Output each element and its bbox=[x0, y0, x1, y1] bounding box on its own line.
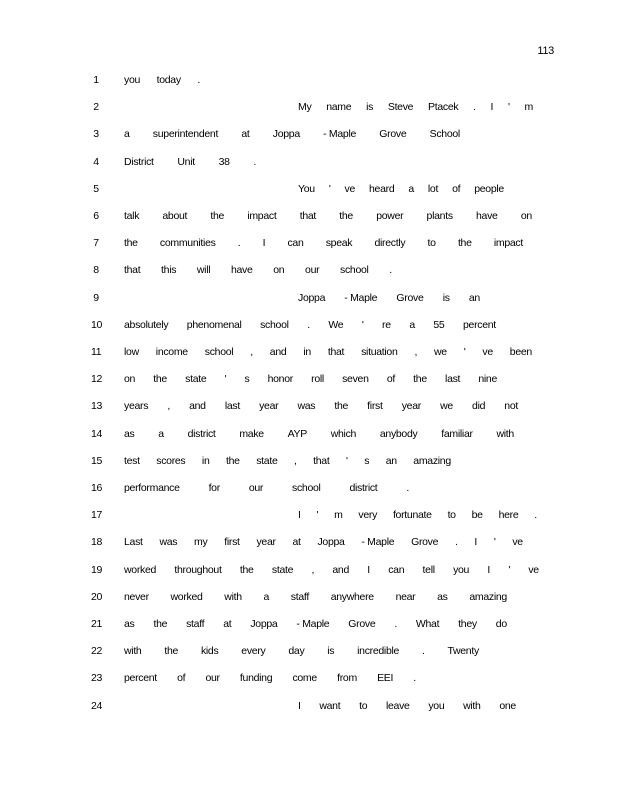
word: on bbox=[273, 264, 285, 277]
transcript-line bbox=[0, 699, 618, 713]
word: you bbox=[453, 563, 470, 576]
word: performance bbox=[124, 482, 180, 494]
word: nine bbox=[478, 373, 497, 386]
line-number: 12 bbox=[91, 373, 103, 386]
word: is bbox=[366, 101, 374, 114]
word: tell bbox=[422, 563, 435, 576]
word: I bbox=[474, 536, 478, 549]
line-number: 24 bbox=[91, 699, 103, 712]
word: . bbox=[307, 318, 310, 331]
word: today bbox=[156, 74, 181, 86]
word: been bbox=[509, 346, 532, 358]
word: come bbox=[292, 672, 317, 685]
line-text bbox=[124, 73, 200, 87]
word: . bbox=[473, 101, 476, 114]
word: have bbox=[476, 210, 498, 222]
word: and bbox=[189, 400, 206, 413]
word: low bbox=[124, 346, 139, 358]
word: ve bbox=[482, 346, 493, 358]
word: with bbox=[496, 427, 514, 440]
word: which bbox=[330, 427, 357, 440]
line-number: 11 bbox=[91, 346, 102, 358]
word: first bbox=[224, 536, 240, 549]
line-text bbox=[124, 209, 532, 223]
line-number: 8 bbox=[93, 264, 99, 277]
word: ve bbox=[344, 182, 356, 195]
word: I bbox=[487, 563, 491, 576]
word: staff bbox=[186, 618, 205, 630]
word: - Maple bbox=[296, 618, 330, 630]
word: I bbox=[298, 509, 301, 522]
word: anybody bbox=[379, 427, 418, 440]
word: do bbox=[495, 618, 507, 630]
word: impact bbox=[247, 210, 277, 222]
line-number: 2 bbox=[93, 101, 99, 114]
line-number: 7 bbox=[93, 237, 99, 250]
line-number: 13 bbox=[91, 400, 103, 413]
word: and bbox=[332, 563, 349, 576]
word: the bbox=[210, 210, 225, 222]
line-number: 15 bbox=[91, 454, 103, 467]
word: School bbox=[429, 128, 460, 141]
page-number: 113 bbox=[537, 45, 554, 57]
word: district bbox=[349, 482, 378, 494]
line-number: 23 bbox=[91, 672, 103, 685]
word: the bbox=[239, 563, 254, 576]
word: be bbox=[471, 509, 483, 522]
word: Joppa bbox=[298, 291, 326, 304]
line-text bbox=[298, 291, 480, 305]
word: as bbox=[437, 590, 448, 603]
word: AYP bbox=[287, 427, 307, 440]
line-number: 17 bbox=[91, 509, 103, 522]
word: ' bbox=[361, 318, 364, 331]
word: the bbox=[457, 237, 472, 250]
word: honor bbox=[267, 373, 293, 386]
word: - Maple bbox=[323, 128, 357, 141]
word: m bbox=[334, 509, 343, 522]
word: ve bbox=[512, 536, 523, 549]
transcript-line bbox=[0, 399, 618, 413]
word: power bbox=[376, 210, 404, 222]
word: lot bbox=[427, 182, 439, 195]
word: seven bbox=[342, 373, 369, 386]
word: you bbox=[428, 699, 445, 712]
word: last bbox=[445, 373, 461, 386]
word: s bbox=[244, 373, 250, 386]
word: at bbox=[223, 618, 232, 630]
line-number: 22 bbox=[91, 645, 103, 658]
word: Joppa bbox=[272, 128, 300, 141]
transcript-line bbox=[0, 182, 618, 196]
transcript-line bbox=[0, 318, 618, 332]
word: years bbox=[124, 400, 149, 413]
word: have bbox=[230, 264, 253, 277]
line-number: 9 bbox=[93, 291, 99, 304]
word: our bbox=[248, 482, 264, 494]
word: school bbox=[204, 346, 234, 358]
word: What bbox=[415, 618, 440, 630]
word: 55 bbox=[433, 318, 445, 331]
line-text bbox=[124, 671, 416, 685]
word: - Maple bbox=[361, 536, 395, 549]
word: throughout bbox=[174, 563, 222, 576]
word: an bbox=[468, 291, 480, 304]
transcript-line bbox=[0, 155, 618, 169]
word: phenomenal bbox=[186, 318, 242, 331]
line-text bbox=[124, 372, 497, 386]
word: Last bbox=[124, 536, 143, 549]
word: about bbox=[162, 210, 188, 222]
line-text bbox=[124, 644, 479, 658]
word: as bbox=[124, 618, 135, 630]
transcript-line bbox=[0, 563, 618, 577]
word: . bbox=[534, 509, 537, 522]
line-text bbox=[124, 399, 518, 413]
word: school bbox=[260, 318, 289, 331]
word: ' bbox=[345, 454, 348, 467]
word: , bbox=[311, 563, 315, 576]
word: worked bbox=[170, 590, 203, 603]
word: at bbox=[241, 128, 250, 141]
word: this bbox=[161, 264, 177, 277]
transcript-line bbox=[0, 454, 618, 468]
line-text bbox=[124, 345, 532, 359]
word: as bbox=[124, 427, 135, 440]
word: Unit bbox=[177, 155, 195, 168]
word: , bbox=[250, 346, 253, 358]
line-text bbox=[124, 617, 507, 631]
transcript-line bbox=[0, 100, 618, 114]
word: with bbox=[124, 645, 142, 658]
word: the bbox=[226, 454, 240, 467]
transcript-line bbox=[0, 372, 618, 386]
word: . bbox=[197, 74, 200, 86]
line-text bbox=[124, 127, 460, 141]
word: that bbox=[313, 454, 330, 467]
word: day bbox=[288, 645, 305, 658]
word: school bbox=[340, 264, 369, 277]
word: You bbox=[298, 182, 315, 195]
word: Grove bbox=[396, 291, 424, 304]
word: Grove bbox=[348, 618, 376, 630]
transcript-line bbox=[0, 263, 618, 277]
word: My bbox=[298, 101, 312, 114]
word: amazing bbox=[469, 590, 507, 603]
word: scores bbox=[156, 454, 186, 467]
word: Joppa bbox=[317, 536, 345, 549]
line-text bbox=[298, 508, 537, 522]
word: percent bbox=[124, 672, 157, 685]
transcript-line bbox=[0, 508, 618, 522]
line-number: 6 bbox=[93, 210, 99, 222]
word: year bbox=[256, 536, 276, 549]
word: plants bbox=[426, 210, 453, 222]
word: ve bbox=[528, 563, 539, 576]
word: one bbox=[499, 699, 516, 712]
word: the bbox=[153, 618, 168, 630]
word: for bbox=[208, 482, 220, 494]
line-number: 20 bbox=[91, 590, 103, 603]
word: with bbox=[463, 699, 481, 712]
word: 38 bbox=[218, 155, 230, 168]
word: that bbox=[299, 210, 317, 222]
word: a bbox=[158, 427, 164, 440]
word: , bbox=[167, 400, 170, 413]
word: Joppa bbox=[250, 618, 278, 630]
word: from bbox=[337, 672, 357, 685]
transcript-line bbox=[0, 644, 618, 658]
word: District bbox=[124, 155, 154, 168]
line-number: 18 bbox=[91, 536, 103, 549]
word: the bbox=[413, 373, 427, 386]
line-number: 4 bbox=[93, 155, 99, 168]
word: a bbox=[408, 182, 414, 195]
word: with bbox=[224, 590, 242, 603]
word: . bbox=[253, 155, 256, 168]
word: incredible bbox=[357, 645, 400, 658]
word: never bbox=[124, 590, 149, 603]
word: every bbox=[241, 645, 266, 658]
word: on bbox=[124, 373, 136, 386]
word: on bbox=[520, 210, 532, 222]
line-text bbox=[298, 699, 516, 713]
word: Grove bbox=[379, 128, 407, 141]
word: of bbox=[452, 182, 461, 195]
word: year bbox=[401, 400, 421, 413]
word: directly bbox=[374, 237, 406, 250]
word: kids bbox=[200, 645, 219, 658]
transcript-line bbox=[0, 291, 618, 305]
line-text bbox=[124, 236, 523, 250]
word: leave bbox=[385, 699, 410, 712]
word: situation bbox=[361, 346, 398, 358]
word: ' bbox=[316, 509, 319, 522]
word: funding bbox=[239, 672, 273, 685]
word: very bbox=[358, 509, 378, 522]
word: is bbox=[327, 645, 335, 658]
line-text bbox=[124, 263, 392, 277]
transcript-line bbox=[0, 236, 618, 250]
word: to bbox=[359, 699, 368, 712]
line-number: 14 bbox=[91, 427, 103, 440]
word: I bbox=[490, 101, 494, 114]
word: can bbox=[388, 563, 405, 576]
word: the bbox=[153, 373, 167, 386]
word: Ptacek bbox=[428, 101, 459, 114]
word: Twenty bbox=[447, 645, 479, 658]
line-number: 16 bbox=[91, 482, 103, 494]
line-text bbox=[124, 481, 409, 495]
word: can bbox=[287, 237, 304, 250]
word: you bbox=[124, 74, 141, 86]
transcript-line bbox=[0, 671, 618, 685]
word: Steve bbox=[387, 101, 414, 114]
line-text bbox=[124, 427, 514, 441]
word: to bbox=[447, 509, 456, 522]
word: - Maple bbox=[344, 291, 378, 304]
word: . bbox=[394, 618, 397, 630]
word: at bbox=[292, 536, 301, 549]
word: is bbox=[442, 291, 450, 304]
line-number: 19 bbox=[91, 563, 103, 576]
word: heard bbox=[369, 182, 395, 195]
word: Grove bbox=[411, 536, 439, 549]
transcript-line bbox=[0, 73, 618, 87]
line-number: 1 bbox=[93, 74, 99, 86]
word: percent bbox=[462, 318, 496, 331]
word: I bbox=[262, 237, 266, 250]
line-number: 10 bbox=[91, 318, 103, 331]
word: . bbox=[389, 264, 392, 277]
word: speak bbox=[325, 237, 353, 250]
word: ' bbox=[507, 101, 510, 114]
word: not bbox=[504, 400, 518, 413]
word: EEI bbox=[377, 672, 394, 685]
word: near bbox=[395, 590, 416, 603]
word: re bbox=[382, 318, 391, 331]
line-number: 5 bbox=[93, 182, 99, 195]
word: income bbox=[155, 346, 188, 358]
word: . bbox=[421, 645, 425, 658]
word: that bbox=[124, 264, 141, 277]
word: , bbox=[294, 454, 297, 467]
word: first bbox=[367, 400, 383, 413]
line-number: 3 bbox=[93, 128, 99, 141]
word: an bbox=[385, 454, 397, 467]
word: year bbox=[259, 400, 279, 413]
word: was bbox=[297, 400, 316, 413]
transcript-line bbox=[0, 427, 618, 441]
word: make bbox=[239, 427, 264, 440]
word: We bbox=[328, 318, 344, 331]
word: amazing bbox=[413, 454, 451, 467]
transcript-line bbox=[0, 209, 618, 223]
word: and bbox=[269, 346, 287, 358]
word: . bbox=[237, 237, 241, 250]
line-text bbox=[124, 590, 507, 604]
word: . bbox=[413, 672, 416, 685]
word: last bbox=[224, 400, 240, 413]
word: I bbox=[367, 563, 370, 576]
word: ' bbox=[224, 373, 227, 386]
word: a bbox=[409, 318, 415, 331]
word: here bbox=[498, 509, 519, 522]
word: we bbox=[433, 346, 447, 358]
word: worked bbox=[124, 563, 157, 576]
line-text bbox=[124, 454, 451, 468]
word: test bbox=[124, 454, 140, 467]
word: the bbox=[334, 400, 349, 413]
transcript-line bbox=[0, 535, 618, 549]
word: the bbox=[164, 645, 179, 658]
word: the bbox=[339, 210, 353, 222]
word: our bbox=[305, 264, 320, 277]
line-text bbox=[124, 563, 539, 577]
word: state bbox=[185, 373, 207, 386]
word: state bbox=[271, 563, 294, 576]
word: of bbox=[177, 672, 186, 685]
word: ' bbox=[328, 182, 331, 195]
line-number: 21 bbox=[91, 618, 103, 630]
line-text bbox=[124, 155, 256, 169]
word: district bbox=[187, 427, 216, 440]
word: in bbox=[201, 454, 210, 467]
word: familiar bbox=[441, 427, 473, 440]
word: talk bbox=[124, 210, 140, 222]
word: they bbox=[458, 618, 477, 630]
word: absolutely bbox=[124, 318, 169, 331]
word: will bbox=[196, 264, 211, 277]
word: s bbox=[364, 454, 370, 467]
word: want bbox=[319, 699, 341, 712]
word: name bbox=[326, 101, 352, 114]
line-text bbox=[298, 182, 504, 196]
word: ' bbox=[493, 536, 496, 549]
transcript-line bbox=[0, 481, 618, 495]
transcript-line bbox=[0, 345, 618, 359]
word: we bbox=[440, 400, 453, 413]
word: the bbox=[124, 237, 138, 250]
word: anywhere bbox=[330, 590, 374, 603]
word: in bbox=[303, 346, 311, 358]
word: our bbox=[205, 672, 220, 685]
word: a bbox=[263, 590, 270, 603]
word: my bbox=[194, 536, 208, 549]
word: to bbox=[427, 237, 436, 250]
transcript-line bbox=[0, 127, 618, 141]
word: was bbox=[159, 536, 178, 549]
word: state bbox=[256, 454, 278, 467]
transcript-line bbox=[0, 617, 618, 631]
word: people bbox=[474, 182, 504, 195]
word: school bbox=[292, 482, 321, 494]
transcript-line bbox=[0, 590, 618, 604]
line-text bbox=[124, 535, 523, 549]
word: a bbox=[124, 128, 130, 141]
word: . bbox=[406, 482, 409, 494]
word: roll bbox=[311, 373, 324, 386]
word: ' bbox=[463, 346, 466, 358]
line-text bbox=[124, 318, 496, 332]
word: staff bbox=[290, 590, 309, 603]
line-text bbox=[298, 100, 533, 114]
word: of bbox=[386, 373, 395, 386]
word: m bbox=[524, 101, 533, 114]
word: ' bbox=[508, 563, 511, 576]
word: communities bbox=[159, 237, 216, 250]
word: , bbox=[414, 346, 418, 358]
word: . bbox=[454, 536, 458, 549]
word: I bbox=[298, 699, 301, 712]
word: superintendent bbox=[152, 128, 219, 141]
word: fortunate bbox=[392, 509, 432, 522]
word: that bbox=[327, 346, 345, 358]
word: did bbox=[472, 400, 486, 413]
word: impact bbox=[493, 237, 523, 250]
